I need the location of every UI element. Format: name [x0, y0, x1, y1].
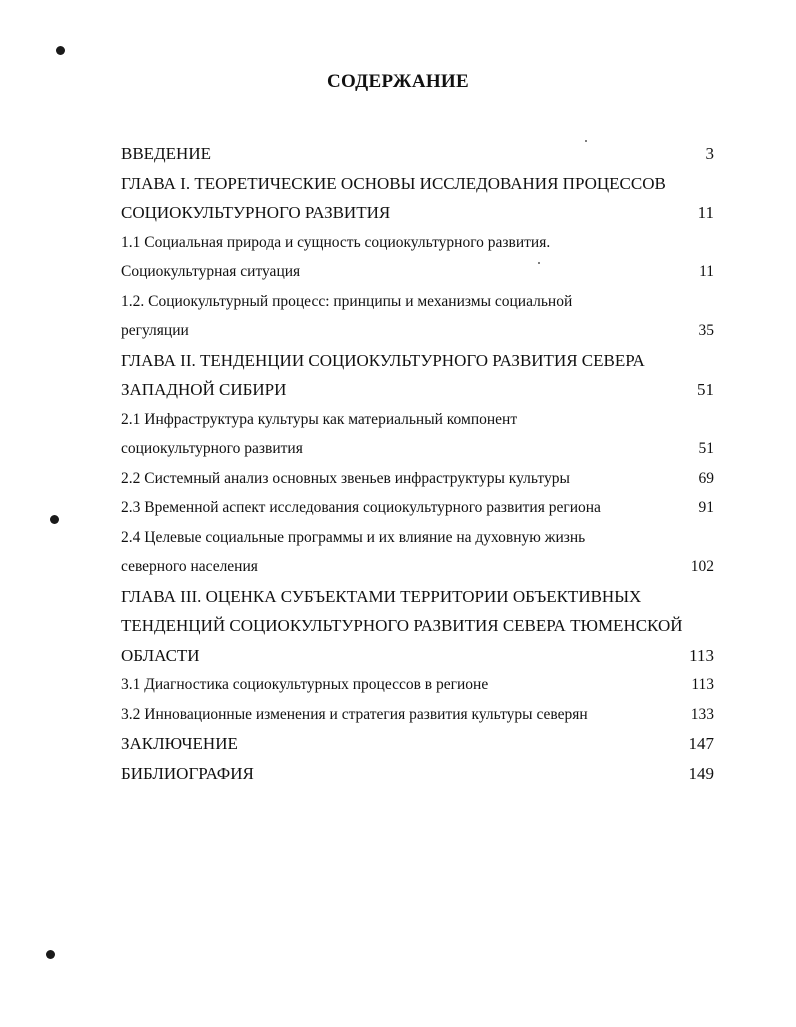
toc-entry-line	[121, 257, 714, 287]
toc-entry	[121, 582, 714, 671]
table-of-contents	[121, 139, 714, 788]
toc-entry	[121, 670, 714, 700]
toc-entry-text: ОБЛАСТИ	[121, 645, 200, 665]
toc-entry	[121, 287, 714, 346]
toc-entry-line	[121, 375, 714, 405]
toc-entry	[121, 493, 714, 523]
toc-entry-line	[121, 405, 714, 435]
toc-page-number: 11	[697, 203, 714, 222]
toc-entry-line	[121, 287, 714, 317]
toc-page-number: 3	[705, 144, 714, 163]
toc-entry-line	[121, 139, 714, 169]
toc-page-number: 35	[698, 322, 714, 339]
punch-hole-mark-top	[56, 46, 65, 55]
toc-entry-text: ГЛАВА II. ТЕНДЕНЦИИ СОЦИОКУЛЬТУРНОГО РАЗВИТИЯ СЕВЕРА	[121, 350, 645, 370]
toc-entry-text: 1.1 Социальная природа и сущность социокультурного развития.	[121, 233, 551, 251]
toc-entry-text: ГЛАВА III. ОЦЕНКА СУБЪЕКТАМИ ТЕРРИТОРИИ ОБЪЕКТИВНЫХ	[121, 586, 642, 606]
toc-page-number: 91	[698, 499, 714, 516]
toc-entry-line	[121, 641, 714, 671]
toc-entry-text: 2.2 Системный анализ основных звеньев инфраструктуры культуры	[121, 469, 570, 487]
punch-hole-mark-middle	[50, 515, 59, 524]
toc-entry	[121, 700, 714, 730]
toc-page-number: 69	[698, 469, 714, 487]
toc-entry	[121, 405, 714, 464]
toc-page-number: 51	[697, 380, 714, 399]
toc-entry	[121, 464, 714, 494]
toc-entry-text: 3.2 Инновационные изменения и стратегия развития культуры северян	[121, 705, 588, 723]
toc-page-number: 113	[691, 676, 714, 693]
toc-entry-text: социокультурного развития	[121, 440, 303, 457]
toc-page-number: 51	[698, 440, 714, 457]
toc-entry-line	[121, 228, 714, 258]
toc-entry	[121, 759, 714, 789]
toc-entry-line	[121, 316, 714, 346]
toc-page-number: 147	[688, 734, 714, 753]
punch-hole-mark-bottom	[46, 950, 55, 959]
toc-entry-line	[121, 552, 714, 582]
toc-entry-line	[121, 493, 714, 523]
toc-entry-line	[121, 523, 714, 553]
toc-page-number: 149	[688, 763, 714, 783]
toc-entry-text: северного населения	[121, 558, 258, 575]
toc-entry-line	[121, 729, 714, 759]
toc-entry-text: 2.4 Целевые социальные программы и их влияние на духовную жизнь	[121, 528, 586, 546]
toc-entry-line	[121, 759, 714, 789]
toc-entry-line	[121, 670, 714, 700]
toc-entry-line	[121, 198, 714, 228]
toc-entry-text: БИБЛИОГРАФИЯ	[121, 763, 254, 783]
toc-entry	[121, 139, 714, 169]
page-title: СОДЕРЖАНИЕ	[327, 71, 469, 92]
toc-page-number: 102	[690, 558, 714, 575]
toc-entry	[121, 729, 714, 759]
toc-entry-line	[121, 700, 714, 730]
toc-entry-line	[121, 582, 714, 612]
toc-entry-text: ТЕНДЕНЦИЙ СОЦИОКУЛЬТУРНОГО РАЗВИТИЯ СЕВЕРА ТЮМЕНСКОЙ	[121, 616, 683, 635]
toc-entry-text: 3.1 Диагностика социокультурных процессов в регионе	[121, 676, 489, 693]
toc-entry-text: 2.1 Инфраструктура культуры как материальный компонент	[121, 410, 518, 428]
toc-entry-line	[121, 464, 714, 494]
toc-entry-text: ВВЕДЕНИЕ	[121, 144, 211, 163]
toc-entry-text: ГЛАВА I. ТЕОРЕТИЧЕСКИЕ ОСНОВЫ ИССЛЕДОВАНИЯ ПРОЦЕССОВ	[121, 173, 666, 193]
toc-entry-text: СОЦИОКУЛЬТУРНОГО РАЗВИТИЯ	[121, 203, 391, 222]
toc-entry-line	[121, 346, 714, 376]
toc-page-number: 113	[689, 645, 714, 665]
toc-entry-text: Социокультурная ситуация	[121, 263, 301, 280]
toc-entry-text: 2.3 Временной аспект исследования социокультурного развития региона	[121, 499, 601, 516]
toc-entry-line	[121, 169, 714, 199]
toc-entry	[121, 346, 714, 405]
toc-page-number: 11	[699, 263, 714, 280]
toc-entry	[121, 523, 714, 582]
toc-entry-line	[121, 434, 714, 464]
toc-entry	[121, 169, 714, 228]
toc-page-number: 133	[690, 705, 714, 723]
toc-entry-line	[121, 611, 714, 641]
toc-entry-text: ЗАПАДНОЙ СИБИРИ	[121, 380, 287, 399]
toc-entry-text: регуляции	[121, 322, 189, 339]
toc-entry-text: ЗАКЛЮЧЕНИЕ	[121, 734, 238, 753]
toc-entry	[121, 228, 714, 287]
toc-entry-text: 1.2. Социокультурный процесс: принципы и механизмы социальной	[121, 292, 573, 310]
